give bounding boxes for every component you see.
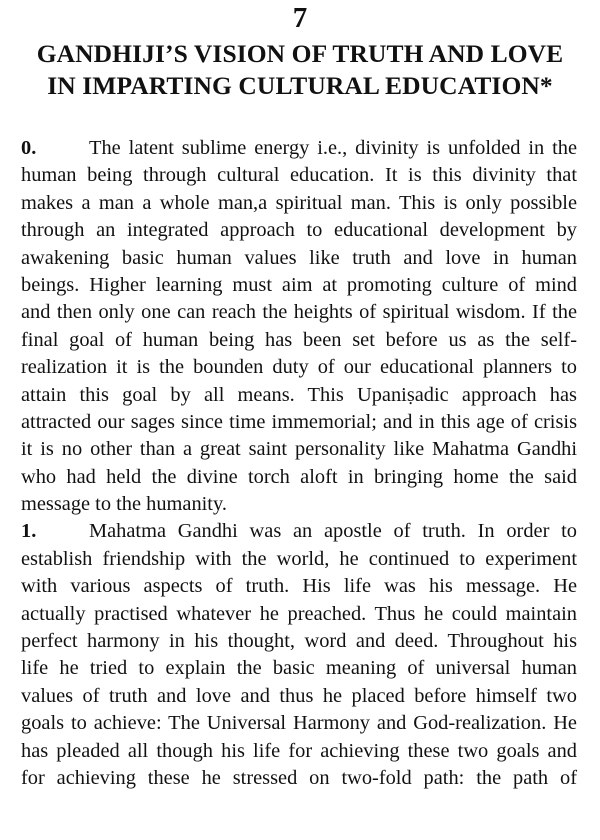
chapter-title [0, 38, 600, 102]
paragraph-text-line: attracted our sages since time immemorial; and in this age of crisis [21, 410, 577, 433]
paragraph-first-line [21, 518, 577, 545]
paragraph-text-line: with various aspects of truth. His life was his message. He [21, 575, 577, 598]
paragraph-text-line: realization it is the bounden duty of our educational planners to [21, 356, 577, 379]
paragraph-text-line: has pleaded all though his life for achieving these two goals and [21, 739, 577, 762]
paragraph-text-line: and then only one can reach the heights of spiritual wisdom. If the [21, 301, 577, 324]
paragraph-text-line: through an integrated approach to educational development by [21, 219, 577, 242]
body-text [21, 135, 577, 792]
paragraph-text-line: makes a man a whole man,a spiritual man. This is only possible [21, 191, 577, 214]
paragraph-text-line: actually practised whatever he preached. Thus he could maintain [21, 602, 577, 625]
paragraph-text-line: values of truth and love and thus he placed before himself two [21, 684, 577, 707]
paragraph-text-line: message to the humanity. [21, 493, 227, 516]
paragraph-text-line: human being through cultural education. It is this divinity that [21, 164, 577, 187]
paragraph-text-line: it is no other than a great saint personality like Mahatma Gandhi [21, 438, 577, 461]
paragraph-text-line: life he tried to explain the basic meaning of universal human [21, 657, 577, 680]
paragraph-text-line: goals to achieve: The Universal Harmony and God-realization. He [21, 712, 577, 735]
paragraph-0 [21, 135, 577, 518]
paragraph-first-line [21, 135, 577, 162]
paragraph-text-line: Mahatma Gandhi was an apostle of truth. In order to [89, 520, 577, 543]
paragraph-number: 0. [21, 137, 37, 159]
paragraph-text-line: establish friendship with the world, he continued to experiment [21, 547, 577, 570]
paragraph-text-line: who had held the divine torch aloft in bringing home the said [21, 465, 577, 488]
paragraph-text-line: for achieving these he stressed on two-fold path: the path of [21, 766, 577, 789]
paragraph-text-line: beings. Higher learning must aim at promoting culture of mind [21, 273, 577, 296]
paragraph-1 [21, 518, 577, 792]
paragraph-text-line: The latent sublime energy i.e., divinity is unfolded in the [89, 137, 577, 159]
paragraph-text-line: final goal of human being has been set before us as the self- [21, 328, 577, 351]
paragraph-text-line: attain this goal by all means. This Upaniṣadic approach has [21, 383, 577, 406]
paragraph-text-line: perfect harmony in his thought, word and deed. Throughout his [21, 630, 577, 653]
paragraph-number: 1. [21, 520, 37, 543]
paragraph-text-line: awakening basic human values like truth and love in human [21, 246, 577, 269]
chapter-number: 7 [292, 2, 308, 34]
chapter-title-line: GANDHIJI’S VISION OF TRUTH AND LOVE [36, 39, 564, 68]
chapter-title-line: IN IMPARTING CULTURAL EDUCATION* [47, 71, 553, 100]
